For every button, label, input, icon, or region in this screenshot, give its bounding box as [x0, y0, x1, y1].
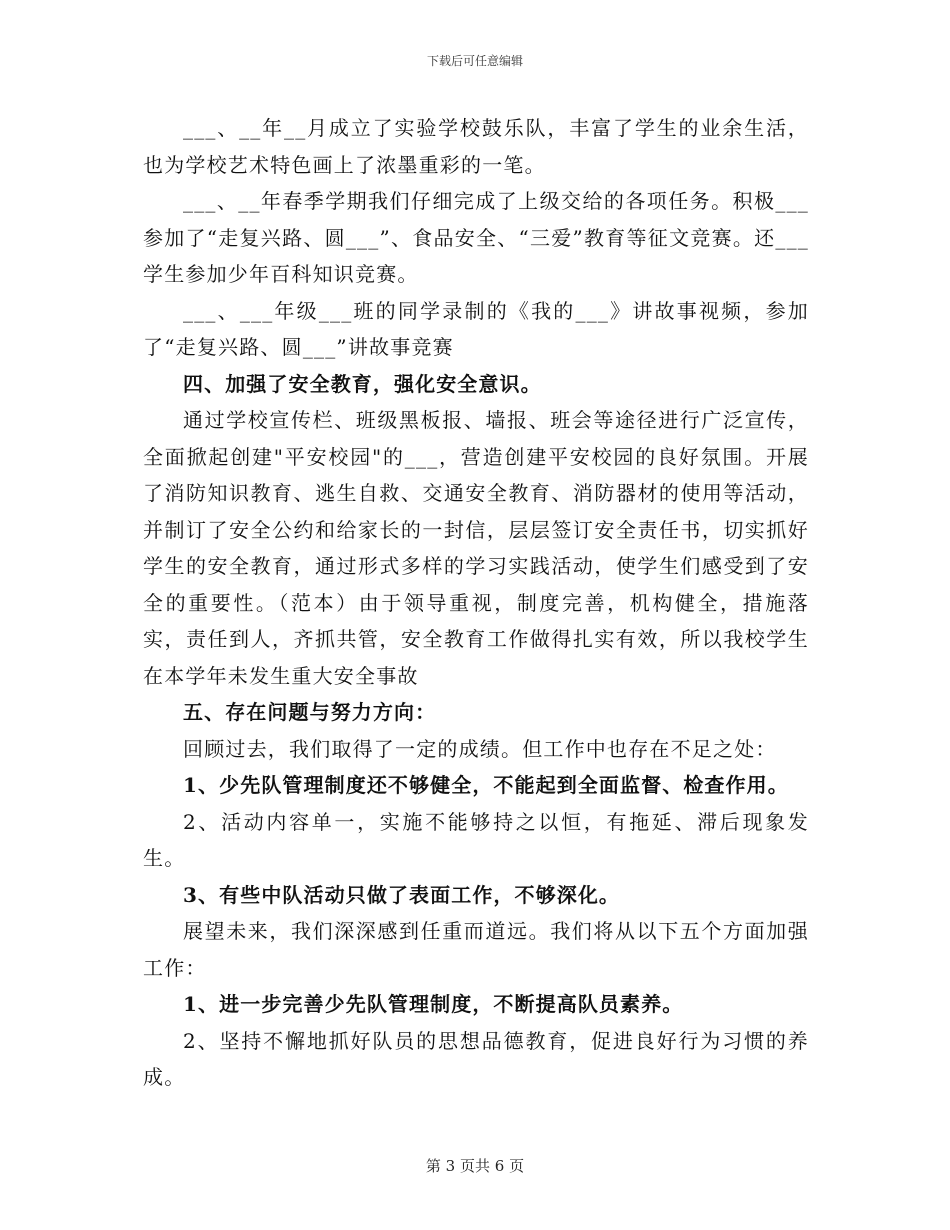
paragraph-outlook: 展望未来，我们深深感到任重而道远。我们将从以下五个方面加强工作： — [143, 919, 809, 980]
paragraph-drum-band: ___、__年__月成立了实验学校鼓乐队，丰富了学生的业余生活，也为学校艺术特色画上了浓墨重彩的一笔。 — [143, 116, 809, 177]
section-heading-safety: 四、加强了安全教育，强化安全意识。 — [183, 371, 542, 396]
document-body — [143, 110, 809, 1096]
problem-item-3: 3、有些中队活动只做了表面工作，不够深化。 — [183, 882, 621, 907]
plan-item-1: 1、进一步完善少先队管理制度，不断提高队员素养。 — [183, 992, 684, 1016]
paragraph-story-video: ___、___年级___班的同学录制的《我的___》讲故事视频，参加了“走复兴路、圆___”讲故事竞赛 — [143, 298, 809, 359]
paragraph-spring-tasks: ___、__年春季学期我们仔细完成了上级交给的各项任务。积极___参加了“走复兴路、圆___”、食品安全、“三爱”教育等征文竞赛。还___学生参加少年百科知识竞赛。 — [143, 189, 809, 286]
page-header: 下载后可任意编辑 — [426, 54, 523, 68]
paragraph-review: 回顾过去，我们取得了一定的成绩。但工作中也存在不足之处： — [183, 736, 777, 761]
page-footer: 第 3 页共 6 页 — [425, 1157, 525, 1175]
paragraph-safety-education: 通过学校宣传栏、班级黑板报、墙报、班会等途径进行广泛宣传，全面掀起创建"平安校园"的___，营造创建平安校园的良好氛围。开展了消防知识教育、逃生自救、交通安全教育、消防器材的使用等活动，并制订了安全公约和给家长的一封信，层层签订安全责任书，切实抓好学生的安全教育，通过形式多样的学习实践活动，使学生们感受到了安全的重要性。（范本）由于领导重视，制度完善，机构健全，措施落实，责任到人，齐抓共管，安全教育工作做得扎实有效，所以我校学生在本学年未发生重大安全事故 — [143, 408, 809, 688]
section-heading-problems: 五、存在问题与努力方向： — [183, 700, 437, 724]
problem-item-2: 2、活动内容单一，实施不能够持之以恒，有拖延、滞后现象发生。 — [143, 809, 809, 870]
problem-item-1: 1、少先队管理制度还不够健全，不能起到全面监督、检查作用。 — [183, 773, 789, 797]
plan-item-2: 2、坚持不懈地抓好队员的思想品德教育，促进良好行为习惯的养成。 — [143, 1028, 809, 1089]
